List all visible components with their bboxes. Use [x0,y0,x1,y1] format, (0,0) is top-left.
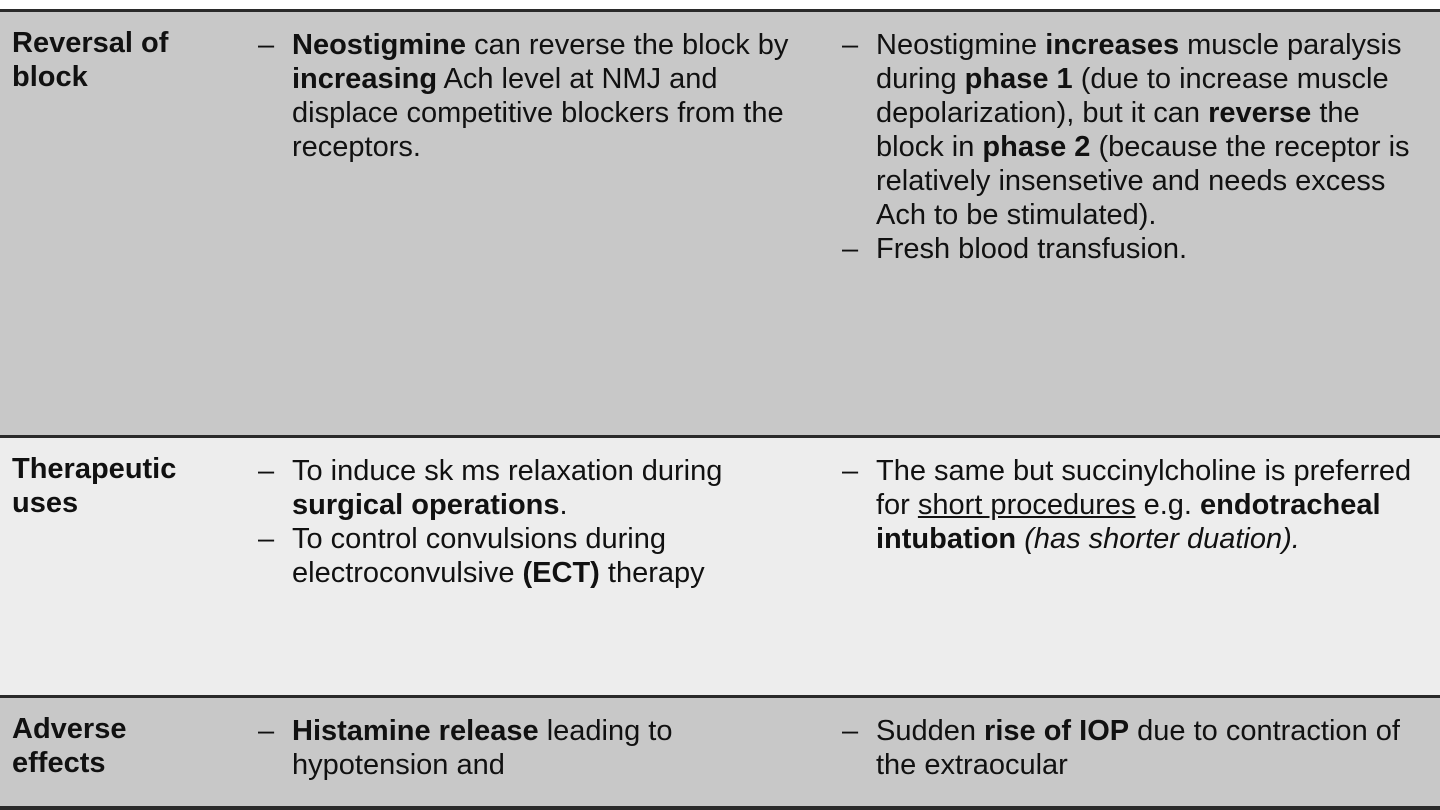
bold-text: Neostigmine [292,29,467,61]
dash-bullet: – [842,29,859,61]
table-row-therapeutic-uses [0,435,1440,695]
text-run: therapy [599,557,705,589]
text-run: . [559,489,568,521]
text-run: e.g. [1135,489,1201,521]
row-label-line: Therapeutic [12,453,177,485]
text-run [1016,523,1024,555]
dash-bullet: – [258,455,275,487]
row-label-line: block [12,61,88,93]
list-item-text [876,714,1430,782]
text-run: To control convulsions during electroconvulsive [292,523,666,589]
bold-text: surgical operations [292,489,560,521]
underlined-text: short procedures [917,489,1136,521]
list-item [258,454,808,522]
list-item-text [292,522,808,590]
page-top-margin [0,0,1440,9]
depolarizing-cell [828,12,1440,435]
row-label-line: effects [12,747,106,779]
bold-text: (ECT) [522,557,600,589]
list-item [258,522,808,590]
bold-text: endotracheal intubation [876,489,1381,555]
italic-text: (has shorter duation). [1024,523,1300,555]
dash-bullet: – [258,523,275,555]
text-run: To induce sk ms relaxation during [292,455,723,487]
bold-text: phase 1 [964,63,1073,95]
text-run: Sudden [876,715,985,747]
list-item-text [876,28,1430,232]
bold-text: reverse [1208,97,1312,129]
list-item-text [292,714,808,782]
text-run: (due to increase muscle depolarization), but it can [876,63,1389,129]
list-item-text [876,454,1430,556]
dash-bullet: – [258,29,275,61]
text-run: Neostigmine [876,29,1046,61]
dash-bullet: – [842,233,859,265]
list-item [842,28,1430,232]
list-item [842,454,1430,556]
dash-bullet: – [258,715,275,747]
table-bottom-rule [0,806,1440,810]
list-item [842,714,1430,782]
dash-bullet: – [842,455,859,487]
depolarizing-cell [828,698,1440,810]
list-item-text [292,28,808,164]
row-label-line: uses [12,487,79,519]
list-item [258,714,808,782]
list-item-text [292,454,808,522]
text-run: leading to hypotension and [292,715,673,781]
text-run: Ach level at NMJ and displace competitive blockers from the receptors. [292,63,784,163]
nondepolarizing-cell [242,12,828,435]
text-run: due to contraction of the extraocular [876,715,1400,781]
text-run: the block in [876,97,1360,163]
text-run: (because the receptor is relatively insensetive and needs excess Ach to be stimulated). [876,131,1410,231]
nondepolarizing-cell [242,698,828,810]
row-label-cell [0,698,242,810]
list-item [842,232,1430,266]
text-run: The same but succinylcholine is preferred for [876,455,1412,521]
comparison-table [0,9,1440,810]
bold-text: Histamine release [292,715,539,747]
row-label-cell [0,438,242,695]
row-label-line: Adverse [12,713,127,745]
table-row-reversal-of-block [0,9,1440,435]
row-label-cell [0,12,242,435]
table-row-adverse-effects [0,695,1440,810]
bold-text: rise of IOP [984,715,1130,747]
bold-text: phase 2 [982,131,1091,163]
row-label-line: Reversal of [12,27,169,59]
bold-text: increasing [292,63,438,95]
list-item-text: Fresh blood transfusion. [876,233,1188,265]
nondepolarizing-cell [242,438,828,695]
depolarizing-cell [828,438,1440,695]
bold-text: increases [1045,29,1180,61]
dash-bullet: – [842,715,859,747]
text-run: muscle paralysis during [876,29,1402,95]
text-run: can reverse the block by [466,29,789,61]
list-item [258,28,808,164]
